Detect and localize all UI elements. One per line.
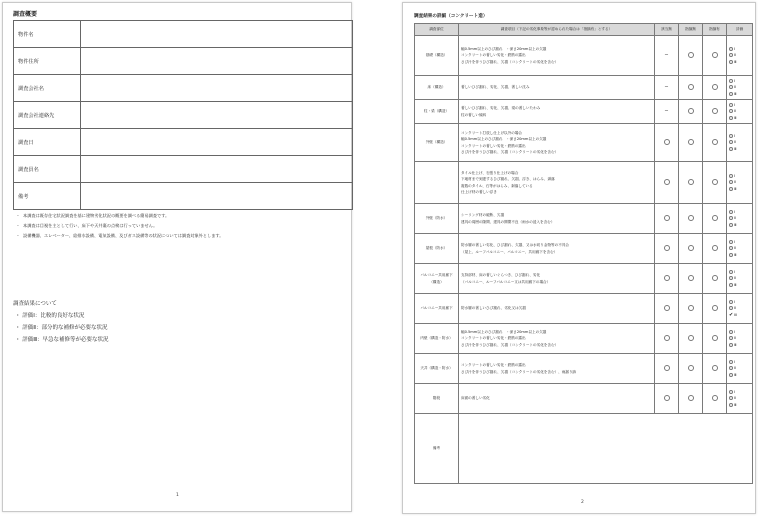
item-line: シーリング材の破断、欠損: [461, 213, 505, 217]
evaluation-item: [15, 322, 109, 334]
document-page-2: [402, 2, 756, 514]
evaluation-cell: [727, 76, 753, 100]
radio-circle-icon: [688, 275, 694, 281]
note-text: 設備機器、エレベーター、給排水設備、電気設備、及びガス設備等の状況については調査対象外とします。: [23, 233, 224, 238]
evaluation-cell: [727, 264, 753, 294]
evaluation-cell: [727, 234, 753, 264]
radio-circle-icon: [688, 395, 694, 401]
notes-list: [13, 211, 343, 241]
overview-value: [81, 102, 353, 129]
overview-label: 調査日: [14, 129, 81, 156]
radio-circle-icon: [712, 275, 718, 281]
evaluation-item: [15, 310, 109, 322]
radio-circle-icon: [729, 329, 736, 334]
no-finding-cell: [679, 384, 703, 414]
result-row: [415, 124, 753, 162]
evaluation-option-label: Ⅰ: [734, 329, 736, 334]
evaluation-option: [729, 222, 750, 229]
note-item: [13, 231, 343, 241]
evaluation-option-label: Ⅲ: [734, 372, 737, 377]
radio-circle-icon: [729, 133, 736, 138]
finding-cell: [703, 324, 727, 354]
document-page-1: [2, 2, 352, 512]
radio-circle-icon: [664, 245, 670, 251]
not-applicable-cell: [655, 204, 679, 234]
item-line: タイル仕上げ、石張り仕上げの場合: [461, 170, 519, 175]
header-cell: 指摘無: [679, 24, 703, 36]
no-finding-cell: [679, 204, 703, 234]
finding-cell: [703, 294, 727, 324]
not-applicable-cell: [655, 384, 679, 414]
radio-circle-icon: [712, 84, 718, 90]
bullet: ・: [15, 233, 21, 238]
item-line: 幅0.5mm以上のひび割れ ・深さ20mm以上の欠損: [461, 46, 547, 51]
radio-circle-icon: [729, 116, 733, 120]
page-number: 1: [176, 493, 179, 498]
radio-circle-icon: [729, 246, 733, 250]
header-row: [415, 24, 753, 36]
radio-circle-icon: [729, 53, 733, 57]
item-line: （バルコニー、ルーフバルコニー又は共用廊下の場合）: [461, 279, 551, 284]
part-cell: 基礎（構造）: [415, 36, 459, 76]
evaluation-option-label: Ⅲ: [734, 91, 737, 96]
result-row: [415, 162, 753, 204]
radio-circle-icon: [729, 223, 733, 227]
overview-label: 備考: [14, 183, 81, 210]
items-cell: [459, 36, 655, 76]
radio-circle-icon: [664, 275, 670, 281]
item-line: さび汁を伴うひび割れ、欠損（コンクリートの劣化を含む）: [461, 59, 559, 64]
result-row: [415, 324, 753, 354]
radio-circle-icon: [688, 335, 694, 341]
radio-circle-icon: [729, 239, 736, 244]
radio-circle-icon: [729, 366, 733, 370]
evaluation-option-label: Ⅱ: [734, 85, 736, 90]
radio-circle-icon: [712, 179, 718, 185]
bullet: ・: [15, 213, 21, 218]
evaluation-title: 調査結果について: [13, 301, 57, 307]
radio-circle-icon: [664, 305, 670, 311]
radio-circle-icon: [729, 187, 733, 191]
evaluation-option-label: Ⅰ: [734, 46, 736, 51]
overview-label: 調査会社連絡先: [14, 102, 81, 129]
radio-circle-icon: [729, 109, 733, 113]
finding-cell: [703, 124, 727, 162]
radio-circle-icon: [688, 52, 694, 58]
evaluation-option-label: Ⅰ: [734, 359, 736, 364]
item-line: 著しいひび割れ、劣化、欠損、著しい沈み: [461, 85, 530, 90]
radio-circle-icon: [729, 92, 733, 96]
evaluation-option: [729, 372, 750, 379]
radio-circle-icon: [729, 336, 733, 340]
evaluation-option-label: Ⅱ: [734, 216, 736, 221]
evaluation-option-label: Ⅲ: [734, 342, 737, 347]
finding-cell: [703, 76, 727, 100]
radio-circle-icon: [729, 269, 736, 274]
items-cell: [459, 204, 655, 234]
radio-circle-icon: [712, 52, 718, 58]
items-cell: [459, 264, 655, 294]
overview-value: [81, 75, 353, 102]
radio-circle-icon: [712, 305, 718, 311]
radio-circle-icon: [729, 343, 733, 347]
evaluation-option: [729, 312, 750, 319]
finding-cell: [703, 204, 727, 234]
evaluation-list: [15, 310, 109, 346]
result-row: [415, 264, 753, 294]
overview-title: 調査概要: [13, 11, 38, 18]
part-cell: 外壁（構造）: [415, 124, 459, 162]
radio-circle-icon: [729, 389, 736, 394]
evaluation-text: 評価Ⅰ：比較的良好な状況: [22, 313, 85, 319]
evaluation-cell: [727, 384, 753, 414]
no-finding-cell: [679, 234, 703, 264]
evaluation-option-label: Ⅰ: [734, 389, 736, 394]
not-applicable-cell: [655, 294, 679, 324]
no-finding-cell: [679, 294, 703, 324]
radio-circle-icon: [712, 139, 718, 145]
item-line: 柱の著しい傾斜: [461, 112, 487, 117]
radio-circle-icon: [688, 215, 694, 221]
radio-circle-icon: [729, 102, 736, 107]
radio-circle-icon: [712, 108, 718, 114]
evaluation-option-label: Ⅲ: [734, 59, 737, 64]
bullet: ・: [15, 313, 23, 319]
radio-circle-icon: [729, 85, 733, 89]
evaluation-item: [15, 334, 109, 346]
radio-circle-icon: [712, 395, 718, 401]
evaluation-option-label: Ⅱ: [734, 109, 736, 114]
header-cell: 該当無: [655, 24, 679, 36]
evaluation-option-label: Ⅱ: [734, 306, 736, 311]
evaluation-option-label: Ⅰ: [734, 299, 736, 304]
not-applicable-cell: [655, 354, 679, 384]
radio-circle-icon: [664, 139, 670, 145]
items-cell: [459, 324, 655, 354]
item-line: コンクリートの著しい劣化・鉄筋の露出: [461, 336, 526, 341]
radio-circle-icon: [729, 78, 736, 83]
evaluation-option-label: Ⅱ: [734, 140, 736, 145]
note-item: [13, 211, 343, 221]
overview-row: [14, 156, 353, 183]
items-cell: [459, 384, 655, 414]
evaluation-option-label: Ⅰ: [734, 102, 736, 107]
result-row: [415, 384, 753, 414]
item-line: 複数のタイル、石等がはらみ、剥落している: [461, 183, 533, 188]
finding-cell: [703, 36, 727, 76]
evaluation-option-label: Ⅱ: [734, 53, 736, 58]
evaluation-option-label: Ⅲ: [734, 146, 737, 151]
evaluation-option-label: Ⅱ: [734, 396, 736, 401]
item-line: 防水層の著しい劣化、ひび割れ、欠損、又は水切り金物等の不具合: [461, 243, 570, 247]
radio-circle-icon: [729, 209, 736, 214]
part-cell: バルコニー共用廊下: [415, 294, 459, 324]
radio-circle-icon: [729, 180, 733, 184]
part-cell: バルコニー共用廊下（構造）: [415, 264, 459, 294]
no-finding-cell: [679, 76, 703, 100]
evaluation-option-label: Ⅰ: [734, 133, 736, 138]
radio-circle-icon: [729, 140, 733, 144]
item-line: 支持部材、床の著しいぐらつき、ひび割れ、劣化: [461, 273, 541, 277]
overview-row: [14, 183, 353, 210]
item-line: コンクリートの著しい劣化・鉄筋の露出: [461, 53, 526, 58]
part-cell: 天井（構造・防水）: [415, 354, 459, 384]
note-text: 本調査は既存住宅状況調査を基に建物劣化状況の概要を調べる簡易調査です。: [23, 213, 170, 218]
overview-label: 調査会社名: [14, 75, 81, 102]
evaluation-option-label: Ⅲ: [734, 222, 737, 227]
result-row: [415, 294, 753, 324]
item-line: 著しいひび割れ、劣化、欠損、梁の著しいたわみ: [461, 106, 541, 110]
radio-circle-icon: [664, 395, 670, 401]
radio-circle-icon: [688, 245, 694, 251]
radio-circle-icon: [688, 179, 694, 185]
no-finding-cell: [679, 100, 703, 124]
radio-circle-icon: [688, 305, 694, 311]
evaluation-option-label: Ⅲ: [734, 282, 737, 287]
page-number: 2: [581, 500, 584, 505]
radio-circle-icon: [712, 335, 718, 341]
bullet: ・: [15, 337, 23, 343]
item-line: コンクリート打放し仕上げ以外の場合: [461, 130, 523, 135]
evaluation-cell: [727, 294, 753, 324]
items-cell: [459, 354, 655, 384]
item-line: 仕上げ材の著しい浮き: [461, 190, 497, 194]
evaluation-option-label: Ⅲ: [734, 312, 737, 317]
finding-cell: [703, 354, 727, 384]
evaluation-option-label: Ⅰ: [734, 78, 736, 83]
radio-circle-icon: [688, 365, 694, 371]
item-line: さび汁を伴うひび割れ、欠損（コンクリートの劣化を含む）: [461, 342, 559, 347]
bullet: ・: [15, 325, 23, 331]
radio-circle-icon: [664, 215, 670, 221]
item-line: コンクリートの著しい劣化・鉄筋の露出: [461, 143, 526, 148]
overview-value: [81, 48, 353, 75]
note-text: 本調査は目視を主として行い、床下や天井裏の点検は行っていません。: [23, 223, 158, 228]
radio-circle-icon: [729, 299, 736, 304]
overview-value: [81, 183, 353, 210]
evaluation-option: [729, 91, 750, 98]
radio-circle-icon: [729, 253, 733, 257]
part-cell: [415, 162, 459, 204]
header-cell: 調査項目（下記の劣化事象等が認められた場合は「指摘有」とする）: [459, 24, 655, 36]
radio-circle-icon: [729, 373, 733, 377]
bullet: ・: [15, 223, 21, 228]
evaluation-text: 評価Ⅲ：早急な補修等が必要な状況: [22, 337, 109, 343]
item-line: 幅0.5mm以上のひび割れ ・深さ20mm以上の欠損: [461, 329, 547, 334]
evaluation-option: [729, 146, 750, 153]
remarks-row: [415, 414, 753, 484]
evaluation-option: [729, 342, 750, 349]
radio-circle-icon: [664, 335, 670, 341]
finding-cell: [703, 384, 727, 414]
header-cell: 評価: [727, 24, 753, 36]
evaluation-cell: [727, 36, 753, 76]
no-finding-cell: [679, 354, 703, 384]
item-line: 下地材まで到達するひび割れ、欠損、浮き、はらみ、剥落: [461, 177, 555, 181]
items-cell: [459, 100, 655, 124]
overview-label: 調査員名: [14, 156, 81, 183]
finding-cell: [703, 234, 727, 264]
evaluation-option: [729, 252, 750, 259]
overview-label: 物件住所: [14, 48, 81, 75]
evaluation-cell: [727, 204, 753, 234]
overview-value: [81, 156, 353, 183]
evaluation-option-label: Ⅱ: [734, 336, 736, 341]
remarks-label: 備考: [415, 414, 459, 484]
items-cell: [459, 76, 655, 100]
overview-row: [14, 48, 353, 75]
evaluation-option: [729, 59, 750, 66]
radio-circle-icon: [664, 365, 670, 371]
radio-circle-icon: [729, 306, 733, 310]
not-applicable-cell: [655, 264, 679, 294]
evaluation-option-label: Ⅲ: [734, 186, 737, 191]
radio-circle-icon: [729, 147, 733, 151]
evaluation-option-label: Ⅱ: [734, 276, 736, 281]
evaluation-option-label: Ⅰ: [734, 209, 736, 214]
items-cell: [459, 162, 655, 204]
evaluation-option: [729, 402, 750, 409]
no-finding-cell: [679, 324, 703, 354]
evaluation-cell: [727, 354, 753, 384]
evaluation-option: [729, 186, 750, 193]
no-finding-cell: [679, 264, 703, 294]
radio-circle-icon: [729, 46, 736, 51]
radio-circle-icon: [729, 60, 733, 64]
result-row: [415, 100, 753, 124]
item-line: 床面の著しい劣化: [461, 396, 490, 401]
overview-table: [13, 20, 353, 210]
overview-value: [81, 21, 353, 48]
part-cell: 屋根（防水）: [415, 234, 459, 264]
part-cell: 床（構造）: [415, 76, 459, 100]
items-cell: [459, 234, 655, 264]
radio-circle-icon: [729, 403, 733, 407]
results-title: 調査結果の詳細（コンクリート造）: [414, 14, 488, 19]
evaluation-option-label: Ⅲ: [734, 402, 737, 407]
result-row: [415, 36, 753, 76]
evaluation-option-label: Ⅲ: [734, 252, 737, 257]
radio-circle-icon: [688, 139, 694, 145]
evaluation-cell: [727, 162, 753, 204]
results-table: [414, 23, 753, 484]
radio-circle-icon: [664, 179, 670, 185]
radio-circle-icon: [712, 365, 718, 371]
evaluation-option-label: Ⅱ: [734, 366, 736, 371]
remarks-value: [459, 414, 753, 484]
item-line: コンクリートの著しい劣化・鉄筋の露出: [461, 363, 526, 367]
radio-circle-icon: [712, 245, 718, 251]
radio-circle-icon: [729, 173, 736, 178]
finding-cell: [703, 264, 727, 294]
header-cell: 指摘有: [703, 24, 727, 36]
no-finding-cell: [679, 162, 703, 204]
result-row: [415, 204, 753, 234]
item-line: さび汁を伴うひび割れ、欠損（コンクリートの劣化を含む）: [461, 150, 559, 154]
no-finding-cell: [679, 36, 703, 76]
evaluation-text: 評価Ⅱ：部分的な補修が必要な状況: [22, 325, 108, 331]
radio-circle-icon: [729, 283, 733, 287]
overview-row: [14, 75, 353, 102]
radio-circle-icon: [729, 396, 733, 400]
item-line: （屋上、ルーフバルコニー、バルコニー、共用廊下を含む）: [461, 249, 558, 254]
part-cell: 外壁（防水）: [415, 204, 459, 234]
no-finding-cell: [679, 124, 703, 162]
evaluation-option-label: Ⅰ: [734, 239, 736, 244]
not-applicable-cell: −: [655, 100, 679, 124]
result-row: [415, 354, 753, 384]
not-applicable-cell: [655, 324, 679, 354]
radio-circle-icon: [729, 359, 736, 364]
evaluation-cell: [727, 124, 753, 162]
item-line: さび汁を伴うひび割れ、欠損（コンクリートの劣化を含む）、雨漏り跡: [461, 369, 577, 374]
result-row: [415, 234, 753, 264]
radio-circle-icon: [688, 84, 694, 90]
result-row: [415, 76, 753, 100]
overview-row: [14, 21, 353, 48]
not-applicable-cell: [655, 234, 679, 264]
radio-circle-icon: [729, 216, 733, 220]
part-cell: 柱・梁（構造）: [415, 100, 459, 124]
part-cell: 内壁（構造・防水）: [415, 324, 459, 354]
radio-circle-icon: [688, 108, 694, 114]
not-applicable-cell: −: [655, 76, 679, 100]
radio-circle-icon: [712, 215, 718, 221]
header-cell: 調査部位: [415, 24, 459, 36]
overview-row: [14, 102, 353, 129]
overview-value: [81, 129, 353, 156]
evaluation-option-label: Ⅲ: [734, 115, 737, 120]
items-cell: [459, 124, 655, 162]
evaluation-cell: [727, 100, 753, 124]
evaluation-option: [729, 115, 750, 122]
overview-row: [14, 129, 353, 156]
overview-label: 物件名: [14, 21, 81, 48]
evaluation-cell: [727, 324, 753, 354]
finding-cell: [703, 100, 727, 124]
evaluation-option-label: Ⅰ: [734, 269, 736, 274]
evaluation-option-label: Ⅱ: [734, 180, 736, 185]
evaluation-option-label: Ⅰ: [734, 173, 736, 178]
note-item: [13, 221, 343, 231]
evaluation-option-label: Ⅱ: [734, 246, 736, 251]
item-line: 建具の周囲の隙間、建具の開閉不良（雨水の浸入を含む）: [461, 219, 555, 224]
part-cell: 階段: [415, 384, 459, 414]
check-icon: ✔: [729, 311, 734, 318]
items-cell: [459, 294, 655, 324]
not-applicable-cell: [655, 162, 679, 204]
not-applicable-cell: −: [655, 36, 679, 76]
evaluation-option: [729, 282, 750, 289]
radio-circle-icon: [729, 276, 733, 280]
finding-cell: [703, 162, 727, 204]
item-line: 幅0.5mm以上のひび割れ ・深さ20mm以上の欠損: [461, 137, 547, 141]
item-line: 防水層の著しいひび割れ、劣化又は欠損: [461, 306, 526, 311]
not-applicable-cell: [655, 124, 679, 162]
